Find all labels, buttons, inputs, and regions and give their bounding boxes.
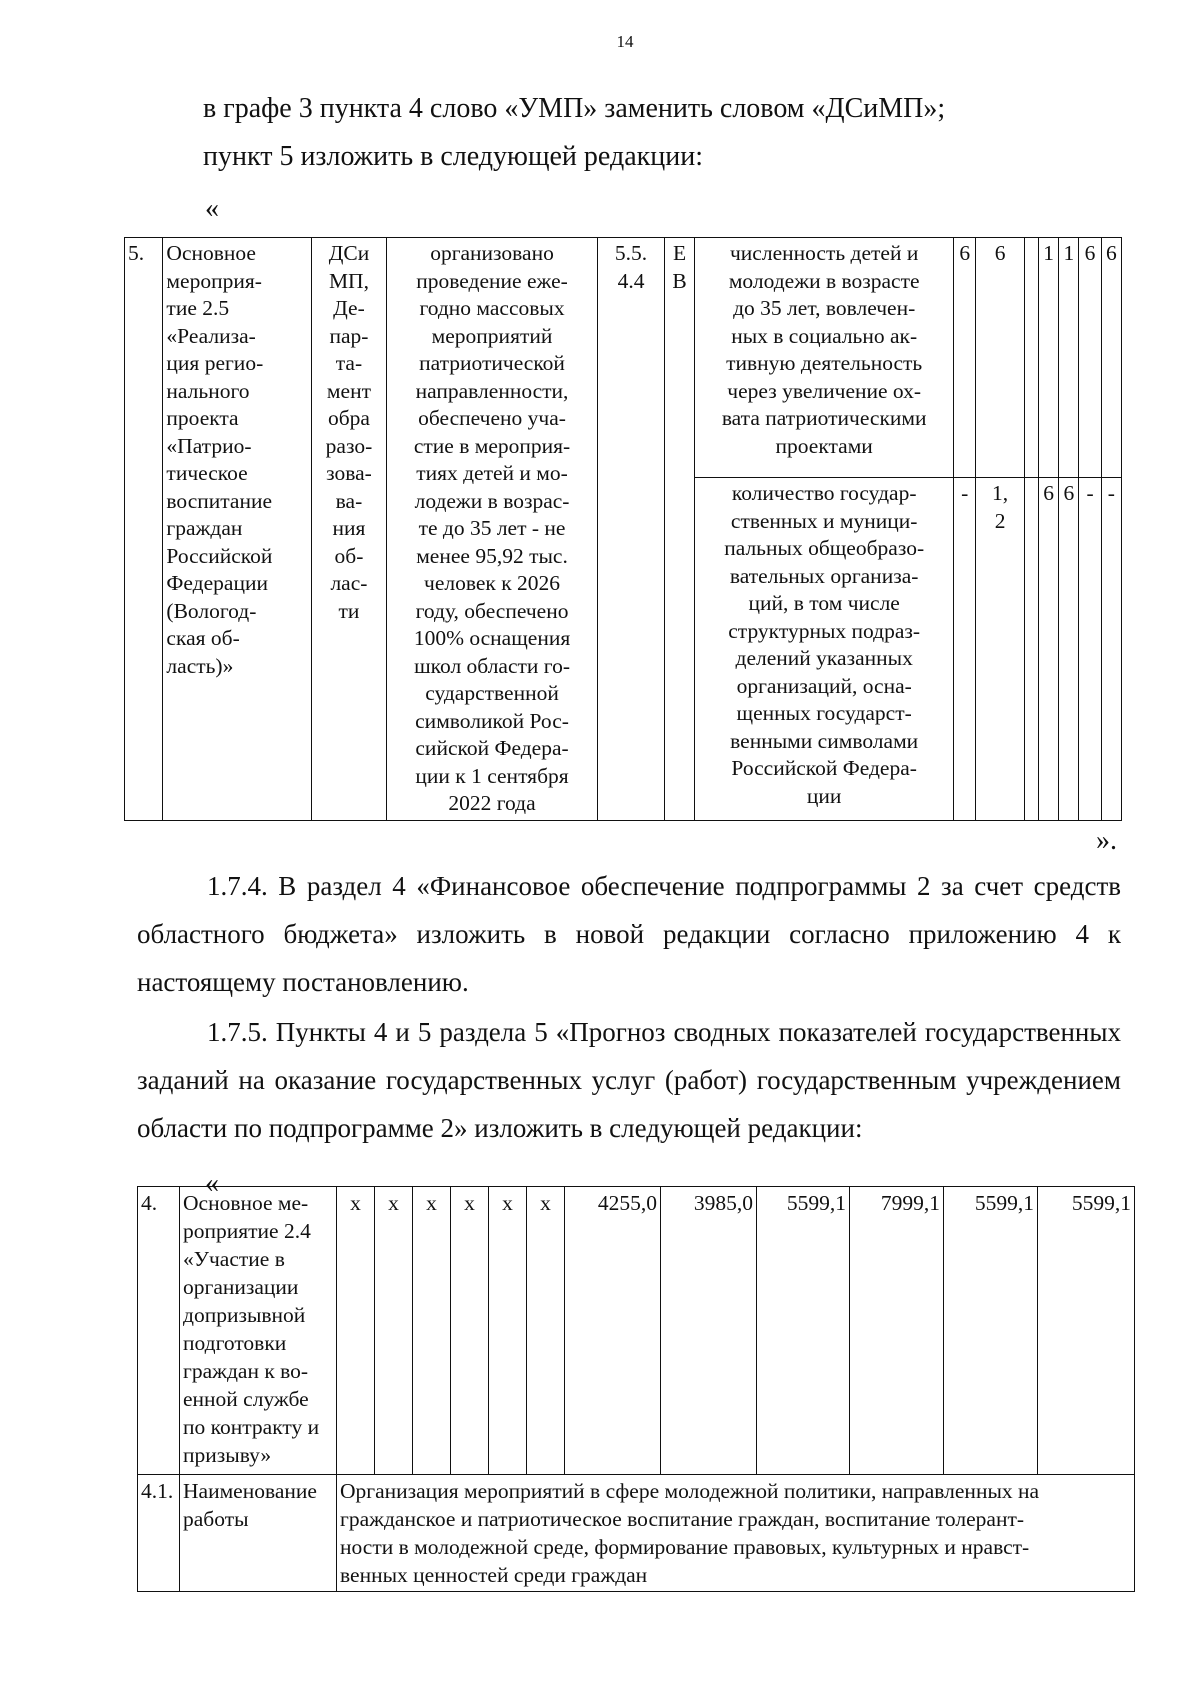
cell-line: сийской Федера- (415, 736, 569, 760)
cell-line: В (672, 268, 687, 293)
indicator-2-value: - (954, 478, 976, 820)
row-number: 5. (125, 238, 163, 821)
x-cell: x (413, 1187, 451, 1475)
cell-line: вательных организа- (729, 563, 919, 588)
cell-line: «Патрио- (166, 433, 252, 458)
cell-line: численность детей и (729, 241, 919, 265)
cell-line: ции (806, 783, 842, 808)
code (598, 238, 665, 821)
cell-line: Организация мероприятий в сфере молодежной политики, направленных на (340, 1479, 1040, 1503)
cell-line: до 35 лет, вовлечен- (733, 296, 916, 320)
paragraph-1-7-5: 1.7.5. Пункты 4 и 5 раздела 5 «Прогноз сводных показателей государственных заданий на оказание государственных услуг (работ) государственным учреждением области по подпрограмме 2» изложить в следующей редакции: (137, 1017, 1121, 1143)
cell-line: молодежи в возрасте (728, 268, 920, 293)
cell-line: енной службе (183, 1387, 309, 1411)
cell-line: символикой Рос- (415, 708, 569, 733)
cell-line: роприятие 2.4 (183, 1219, 311, 1243)
open-quote-1: « (205, 193, 219, 224)
indicator-1-value: 6 (1079, 238, 1101, 478)
cell-line: работы (183, 1507, 249, 1531)
cell-line: мероприя- (166, 268, 262, 293)
page-number: 14 (616, 32, 634, 51)
cell-line: тическое (166, 461, 248, 485)
cell-line: 2022 года (448, 791, 536, 815)
cell-line: проекта (166, 406, 239, 430)
cell-line: Наименование (183, 1479, 317, 1503)
indicator-1-value: 6 (954, 238, 976, 478)
indicator-1 (695, 238, 954, 478)
cell-line: ности в молодежной среде, формирование правовых, культурных и нравст- (340, 1535, 1030, 1559)
cell-line: обра (327, 406, 370, 430)
cell-line: Е (673, 241, 687, 265)
indicator-2-value: - (1101, 478, 1121, 820)
cell-line: ская об- (166, 626, 240, 650)
cell-line: лас- (330, 571, 368, 595)
cell-line: (Вологод- (166, 598, 257, 623)
cell-line: ственных и муници- (730, 508, 918, 533)
cell-line: гражданское и патриотическое воспитание граждан, воспитание толерант- (340, 1507, 1025, 1531)
cell-line: структурных подраз- (728, 618, 921, 643)
cell-line: Российской (166, 543, 273, 568)
cell-line: зова- (326, 461, 372, 485)
amount-cell: 5599,1 (757, 1187, 850, 1475)
cell-line: ния (332, 516, 366, 540)
event-name (163, 238, 312, 821)
cell-line: делений указанных (735, 646, 913, 671)
program-code (664, 238, 694, 821)
cell-line: нального (166, 378, 250, 403)
event-name (180, 1187, 337, 1475)
cell-line: вата патриотическими (721, 406, 927, 430)
cell-line: патриотической (419, 351, 565, 375)
cell-line: МП, (328, 268, 369, 293)
cell-line: воспитание (166, 488, 273, 513)
cell-line: тивную деятельность (726, 351, 923, 375)
indicator-2-value: 6 (1039, 478, 1059, 820)
cell-line: организаций, осна- (736, 673, 912, 698)
cell-line: лодежи в возрас- (414, 488, 570, 513)
amendment-line-2: пункт 5 изложить в следующей редакции: (203, 141, 703, 172)
cell-line: Российской Федера- (731, 756, 917, 781)
cell-line: Де- (333, 296, 365, 320)
cell-line: направленности, (415, 378, 569, 403)
cell-line: через увеличение ох- (727, 378, 922, 403)
cell-line: 1, (992, 481, 1009, 506)
row-number: 4. (138, 1187, 180, 1475)
indicator-1-value (1024, 238, 1038, 478)
cell-line: тиях детей и мо- (416, 461, 568, 485)
expected-result (386, 238, 597, 821)
cell-line: мероприятий (431, 323, 553, 348)
cell-line: стие в мероприя- (413, 433, 571, 458)
indicator-2-value: - (1079, 478, 1101, 820)
cell-line: ва- (335, 488, 363, 513)
cell-line: тие 2.5 (166, 296, 230, 320)
cell-line: организовано (430, 241, 554, 265)
x-cell: x (489, 1187, 527, 1475)
x-cell: x (527, 1187, 565, 1475)
cell-line: 100% оснащения (413, 626, 571, 650)
executor (312, 238, 387, 821)
indicator-1-value: 1 (1039, 238, 1059, 478)
events-table (124, 237, 1122, 821)
amount-cell: 5599,1 (944, 1187, 1038, 1475)
open-quote-2: « (205, 1168, 219, 1199)
cell-line: венными символами (730, 728, 919, 753)
cell-line: ных в социально ак- (731, 323, 918, 348)
x-cell: x (451, 1187, 489, 1475)
row-number: 4.1. (138, 1475, 180, 1592)
cell-line: ция регио- (166, 351, 264, 375)
cell-line: ласть)» (166, 653, 234, 678)
cell-line: призыву» (183, 1443, 272, 1467)
cell-line: те до 35 лет - не (418, 516, 566, 540)
cell-line: мент (326, 378, 371, 403)
paragraph-1-7-4: 1.7.4. В раздел 4 «Финансовое обеспечение подпрограммы 2 за счет средств областного бюджета» изложить в новой редакции согласно приложению 4 к настоящему постановлению. (137, 871, 1121, 997)
amount-cell: 5599,1 (1038, 1187, 1135, 1475)
cell-line: 5.5. (614, 241, 648, 265)
cell-line: об- (334, 543, 364, 568)
cell-line: граждан к во- (183, 1359, 309, 1383)
cell-line: «Участие в (183, 1247, 285, 1271)
cell-line: годно массовых (419, 296, 565, 320)
indicator-1-value: 1 (1059, 238, 1079, 478)
cell-line: проведение еже- (416, 268, 568, 293)
cell-line: венных ценностей среди граждан (340, 1563, 648, 1587)
x-cell: x (375, 1187, 413, 1475)
indicator-1-value: 6 (976, 238, 1025, 478)
cell-line: разо- (325, 433, 373, 458)
cell-line: «Реализа- (166, 323, 256, 348)
close-quote-1: ». (1096, 825, 1117, 856)
amendment-line-1: в графе 3 пункта 4 слово «УМП» заменить словом «ДСиМП»; (203, 93, 946, 124)
indicator-2-value (976, 478, 1025, 820)
cell-line: человек к 2026 (424, 571, 561, 595)
indicator-1-value: 6 (1101, 238, 1121, 478)
cell-line: та- (335, 351, 363, 375)
amount-cell: 4255,0 (565, 1187, 661, 1475)
cell-line: щенных государст- (736, 701, 912, 726)
cell-line: Основное ме- (183, 1191, 309, 1215)
x-cell: x (337, 1187, 375, 1475)
work-description (337, 1475, 1135, 1592)
tasks-table (137, 1186, 1135, 1592)
cell-line: Федерации (166, 571, 268, 595)
cell-line: школ области го- (414, 653, 570, 678)
cell-line: ций, в том числе (748, 591, 900, 616)
work-label (180, 1475, 337, 1592)
cell-line: пар- (329, 323, 369, 348)
cell-line: подготовки (183, 1331, 287, 1355)
cell-line: обеспечено уча- (418, 406, 566, 430)
cell-line: ции к 1 сентября (415, 763, 569, 788)
indicator-2-value: 6 (1059, 478, 1079, 820)
cell-line: проектами (775, 433, 873, 458)
cell-line: по контракту и (183, 1415, 320, 1439)
cell-line: 4.4 (617, 268, 645, 293)
cell-line: организации (183, 1275, 299, 1299)
cell-line: 2 (994, 508, 1006, 533)
cell-line: граждан (166, 516, 243, 540)
cell-line: менее 95,92 тыс. (416, 543, 568, 568)
amount-cell: 7999,1 (850, 1187, 944, 1475)
cell-line: году, обеспечено (415, 598, 569, 623)
cell-line: пальных общеобразо- (724, 536, 925, 561)
cell-line: ДСи (328, 241, 370, 265)
cell-line: допризывной (183, 1303, 306, 1327)
cell-line: сударственной (425, 681, 559, 705)
cell-line: количество государ- (731, 481, 917, 506)
cell-line: Основное (166, 241, 256, 265)
amount-cell: 3985,0 (661, 1187, 757, 1475)
indicator-2 (695, 478, 954, 820)
cell-line: ти (338, 598, 360, 623)
indicator-2-value (1024, 478, 1038, 820)
